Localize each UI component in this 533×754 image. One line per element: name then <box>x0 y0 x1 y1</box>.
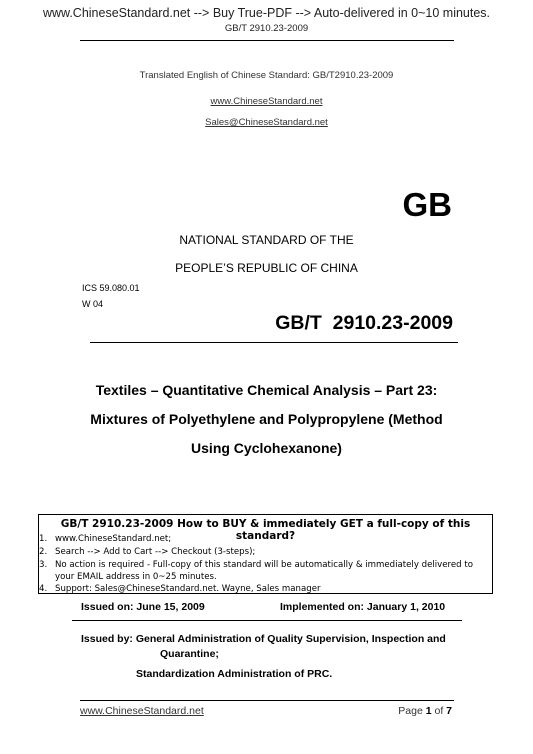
page-indicator <box>398 705 452 717</box>
buy-step-text: your EMAIL address in 0~25 minutes. <box>55 572 217 582</box>
buy-step-text: www.ChineseStandard.net; <box>55 534 172 544</box>
buy-step-2 <box>39 547 255 557</box>
title-line-1: Textiles – Quantitative Chemical Analysis – Part 23: <box>95 382 438 398</box>
title-line-2: Mixtures of Polyethylene and Polypropylene (Method <box>90 411 443 427</box>
dates-divider <box>72 620 462 621</box>
issued-on-date: Issued on: June 15, 2009 <box>81 601 205 613</box>
header-top-line: www.ChineseStandard.net --> Buy True-PDF --> Auto-delivered in 0~10 minutes. <box>42 6 491 20</box>
buy-box-title: GB/T 2910.23-2009 How to BUY & immediately GET a full-copy of this standard? <box>60 518 471 542</box>
page-total: 7 <box>446 705 452 717</box>
buy-step-4 <box>39 584 321 594</box>
buy-step-text: Support: Sales@ChineseStandard.net. Wayne, Sales manager <box>55 584 321 594</box>
issued-by-line-3: Standardization Administration of PRC. <box>136 668 333 680</box>
page-prefix: Page <box>398 705 426 717</box>
buy-step-number: 4. <box>39 584 48 594</box>
ccs-code: W 04 <box>82 299 104 309</box>
page-of: of <box>431 705 447 717</box>
standard-number: GB/T 2910.23-2009 <box>275 312 453 334</box>
buy-step-number: 3. <box>39 560 48 570</box>
website-link-row <box>0 91 533 109</box>
buy-info-box <box>38 514 493 594</box>
header-divider <box>80 40 454 41</box>
buy-step-number: 1. <box>39 534 48 544</box>
national-line-1: NATIONAL STANDARD OF THE <box>179 233 354 247</box>
issued-by-line-1: Issued by: General Administration of Quality Supervision, Inspection and <box>81 633 446 645</box>
buy-step-1 <box>39 534 171 544</box>
header-std-code: GB/T 2910.23-2009 <box>224 23 309 34</box>
footer-website-link[interactable]: www.ChineseStandard.net <box>80 705 204 717</box>
buy-step-text: No action is required - Full-copy of this standard will be automatically & immediately delivered to <box>55 560 473 570</box>
national-line-2: PEOPLE’S REPUBLIC OF CHINA <box>175 261 358 275</box>
buy-step-number: 2. <box>39 547 48 557</box>
website-link[interactable]: www.ChineseStandard.net <box>210 96 323 107</box>
title-line-3: Using Cyclohexanone) <box>191 440 342 456</box>
buy-step-3-continued <box>55 572 217 582</box>
email-link-row <box>0 112 533 130</box>
translated-note: Translated English of Chinese Standard: GB/T2910.23-2009 <box>139 70 394 81</box>
buy-step-3 <box>39 560 473 570</box>
page-current: 1 <box>425 705 432 717</box>
standard-divider <box>90 342 458 343</box>
implemented-on-date: Implemented on: January 1, 2010 <box>280 601 446 613</box>
footer-divider <box>80 700 454 701</box>
ics-code: ICS 59.080.01 <box>82 283 140 293</box>
gb-logo: GB <box>402 186 452 223</box>
email-link[interactable]: Sales@ChineseStandard.net <box>205 117 328 128</box>
issued-by-line-2: Quarantine; <box>160 648 219 660</box>
buy-step-text: Search --> Add to Cart --> Checkout (3-steps); <box>55 547 256 557</box>
